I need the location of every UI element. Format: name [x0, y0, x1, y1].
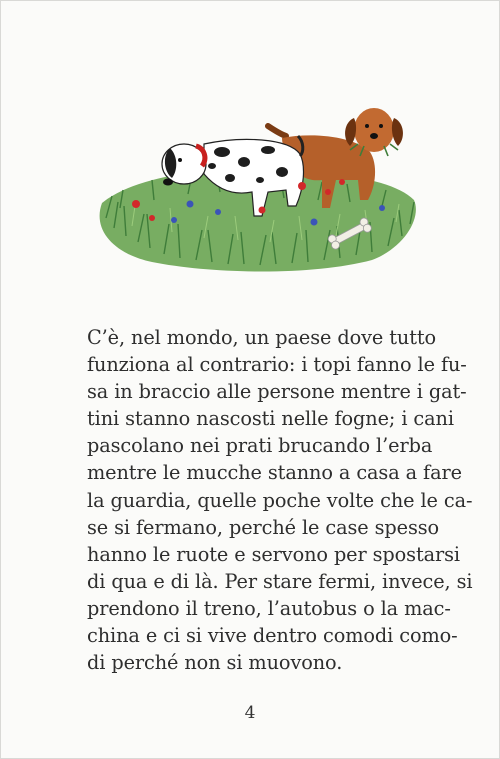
text-line: la guardia, quelle poche volte che le ca- [87, 488, 473, 512]
text-line: tini stanno nascosti nelle fogne; i cani [87, 407, 454, 431]
text-line: se si fermano, perché le case spesso [87, 515, 440, 539]
page-number: 4 [244, 703, 256, 723]
text-line: funziona al contrario: i topi fanno le fu- [87, 353, 467, 377]
text-line: C’è, nel mondo, un paese dove tutto [87, 326, 436, 349]
text-line: prendono il treno, l’autobus o la mac- [87, 596, 451, 620]
text-line: sa in braccio alle persone mentre i gat- [87, 380, 467, 404]
text-line: mentre le mucche stanno a casa a fare [87, 461, 462, 485]
text-line: pascolano nei prati brucando l’erba [87, 434, 433, 458]
text-line: china e ci si vive dentro comodi como- [87, 624, 458, 648]
text-line: di perché non si muovono. [87, 651, 343, 675]
text-line: hanno le ruote e servono per spostarsi [87, 542, 461, 566]
story-paragraph [87, 324, 473, 676]
text-line: di qua e di là. Per stare fermi, invece, si [87, 569, 473, 593]
dogs-illustration [92, 108, 422, 278]
